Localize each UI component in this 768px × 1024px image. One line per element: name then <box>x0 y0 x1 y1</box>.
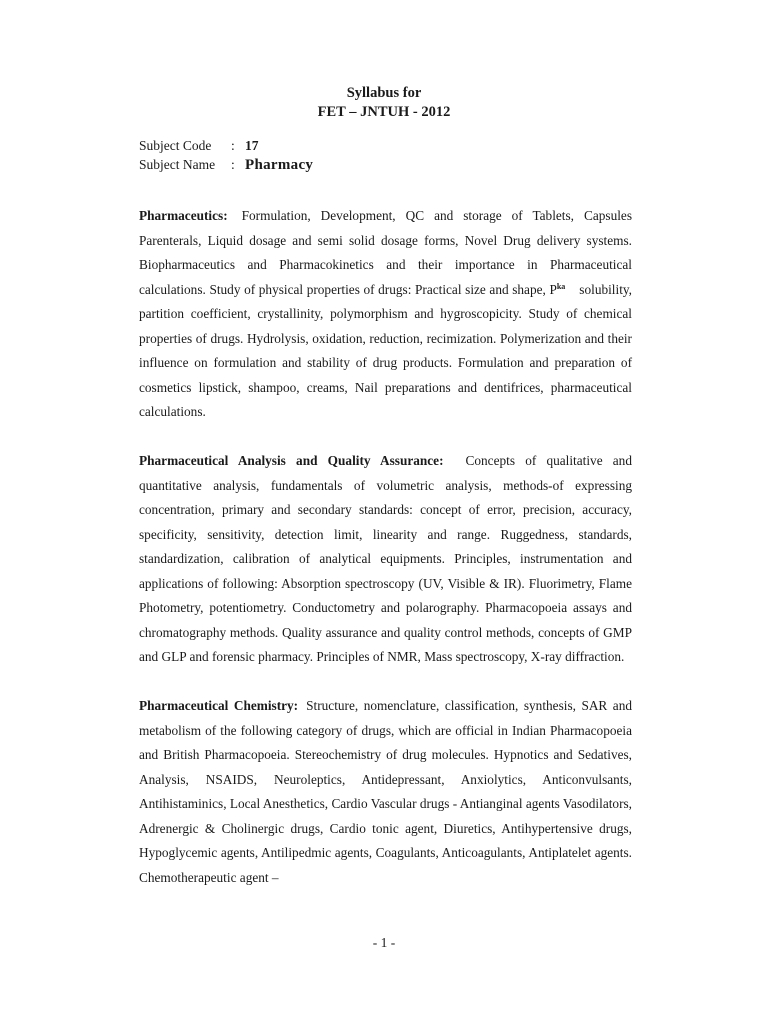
section-pharmaceutics <box>139 204 632 425</box>
section-text: Concepts of qualitative and quantitative analysis, fundamentals of volumetric analysis, methods-of expressing concentration, primary and secondary standards: concept of error, precision, accuracy, specificity, sensitivity, detection limit, linearity and range. Ruggedness, standards, standardization, calibration of analytical equipments. Principles, instrumentation and applications of following: Absorption spectroscopy (UV, Visible & IR). Fluorimetry, Flame Photometry, potentiometry. Conductometry and polarography. Pharmacopoeia assays and chromatography methods. Quality assurance and quality control methods, concepts of GMP and GLP and forensic pharmacy. Principles of NMR, Mass spectroscopy, X-ray diffraction. <box>139 453 632 664</box>
subject-code-value: 17 <box>245 138 259 153</box>
section-text-continued: solubility, partition coefficient, crystallinity, polymorphism and hygroscopicity. Study of chemical properties of drugs. Hydrolysis, oxidation, reduction, recimization. Polymerization and their influence on formulation and stability of drug products. Formulation and preparation of cosmetics lipstick, shampoo, creams, Nail preparations and dentifrices, pharmaceutical calculations. <box>139 281 632 419</box>
subject-name-value: Pharmacy <box>245 157 314 173</box>
section-heading: Pharmaceutical Chemistry: <box>139 698 299 713</box>
section-chemistry <box>139 694 632 890</box>
subject-name-row <box>139 155 313 175</box>
title-line-1: Syllabus for <box>346 85 422 101</box>
section-text: Formulation, Development, QC and storage of Tablets, Capsules Parenterals, Liquid dosage and semi solid dosage forms, Novel Drug delivery systems. Biopharmaceutics and Pharmacokinetics and their importance in Pharmaceutical calculations. Study of physical properties of drugs: Practical size and shape, P <box>139 208 632 297</box>
subject-code-separator: : <box>231 138 235 153</box>
document-title <box>0 84 768 122</box>
subject-info <box>139 136 313 175</box>
subject-name-label: Subject Name <box>139 157 216 172</box>
syllabus-content <box>139 204 632 915</box>
section-text: Structure, nomenclature, classification, synthesis, SAR and metabolism of the following category of drugs, which are official in Indian Pharmacopoeia and British Pharmacopoeia. Stereochemistry of drug molecules. Hypnotics and Sedatives, Analysis, NSAIDS, Neuroleptics, Antidepressant, Anxiolytics, Anticonvulsants, Antihistaminics, Local Anesthetics, Cardio Vascular drugs - Antianginal agents Vasodilators, Adrenergic & Cholinergic drugs, Cardio tonic agent, Diuretics, Antihypertensive drugs, Hypoglycemic agents, Antilipedmic agents, Coagulants, Anticoagulants, Antiplatelet agents. Chemotherapeutic agent – <box>139 698 633 885</box>
subject-code-label: Subject Code <box>139 138 212 153</box>
pka-superscript: ka <box>556 281 566 291</box>
section-heading: Pharmaceutical Analysis and Quality Assurance: <box>139 453 444 468</box>
page-number: - 1 - <box>372 935 396 950</box>
section-heading: Pharmaceutics: <box>139 208 228 223</box>
subject-name-separator: : <box>231 157 235 172</box>
subject-code-row <box>139 136 313 155</box>
title-line-2: FET – JNTUH - 2012 <box>317 104 451 120</box>
section-analysis <box>139 449 632 670</box>
